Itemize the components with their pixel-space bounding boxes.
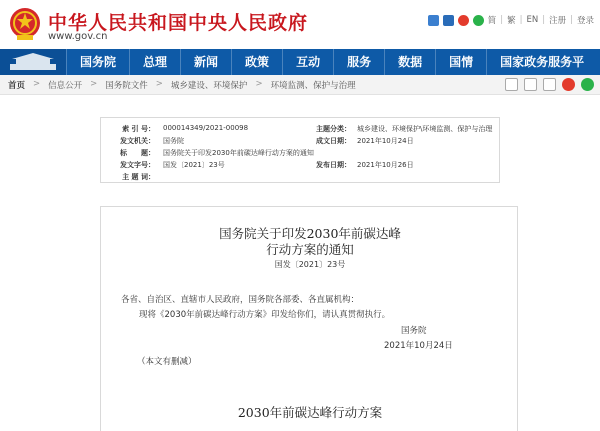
register-link[interactable]: 注册 [549,16,567,26]
written-date-value: 2021年10月24日 [357,137,414,145]
breadcrumb [8,79,356,91]
issuer-label: 发文机关： [120,137,155,145]
doc-number-label: 发文字号： [120,161,155,169]
breadcrumb-state-council-docs[interactable]: 国务院文件 [105,81,148,91]
document-paragraph: 现将《2030年前碳达峰行动方案》印发给你们，请认真贯彻执行。 [139,310,391,320]
index-value: 000014349/2021-00098 [163,124,249,132]
share-icon[interactable] [543,78,556,91]
print-icon[interactable] [505,78,518,91]
divider: | [500,15,504,25]
document-sign-date: 2021年10月24日 [384,341,453,351]
breadcrumb-bar [0,75,600,95]
metadata-row [101,172,501,183]
breadcrumb-separator-icon: > [155,79,163,89]
topic-value: 城乡建设、环境保护\环境监测、保护与治理 [357,125,493,133]
wechat-icon[interactable] [473,15,484,26]
divider: | [570,15,573,25]
nav-item-policy[interactable]: 政策 [231,49,282,75]
breadcrumb-separator-icon: > [33,79,41,89]
breadcrumb-separator-icon: > [90,79,98,89]
site-url[interactable]: www.gov.cn [48,31,108,42]
nav-item-gov-service-platform[interactable]: 国家政务服务平 [486,49,597,75]
document-title-line-2: 行动方案的通知 [266,242,354,257]
title-value: 国务院关于印发2030年前碳达峰行动方案的通知 [163,149,314,157]
document-number: 国发〔2021〕23号 [274,260,346,269]
weibo-icon[interactable] [458,15,469,26]
document-metadata-table [100,117,500,183]
login-link[interactable]: 登录 [576,16,594,26]
favorite-icon[interactable] [524,78,537,91]
simplified-link[interactable]: 简 [487,16,497,26]
document-signature: 国务院 [401,326,427,336]
metadata-row [101,124,501,135]
english-link[interactable]: EN [526,15,539,25]
utility-links [428,14,594,26]
breadcrumb-environment-monitoring[interactable]: 环境监测、保护与治理 [270,81,356,91]
breadcrumb-urban-environment[interactable]: 城乡建设、环境保护 [170,81,248,91]
keyword-label: 主 题 词： [122,173,155,181]
tiananmen-logo-icon[interactable] [0,49,66,75]
document-note: （本文有删减） [137,357,197,367]
issuer-value: 国务院 [163,137,184,145]
nav-item-news[interactable]: 新闻 [180,49,231,75]
index-label: 索 引 号： [122,125,155,133]
nav-item-services[interactable]: 服务 [333,49,384,75]
metadata-row [101,136,501,147]
traditional-link[interactable]: 繁 [507,16,516,26]
share-toolbar [505,78,594,91]
nav-item-premier[interactable]: 总理 [129,49,180,75]
doc-number-value: 国发〔2021〕23号 [163,161,225,169]
document-recipients: 各省、自治区、直辖市人民政府，国务院各部委、各直属机构： [121,295,360,305]
metadata-row [101,148,501,159]
publish-date-label: 发布日期： [316,161,351,169]
topic-label: 主题分类： [316,125,351,133]
wechat-share-icon[interactable] [581,78,594,91]
written-date-label: 成文日期： [316,137,351,145]
national-emblem-icon[interactable] [8,6,42,42]
mobile-icon[interactable] [443,15,454,26]
breadcrumb-home[interactable]: 首页 [8,81,26,91]
nav-item-interaction[interactable]: 互动 [282,49,333,75]
nav-item-national-info[interactable]: 国情 [435,49,486,75]
main-nav [0,49,600,75]
divider: | [542,15,546,25]
breadcrumb-info-disclosure[interactable]: 信息公开 [48,81,83,91]
mail-icon[interactable] [428,15,439,26]
publish-date-value: 2021年10月26日 [357,161,414,169]
metadata-row [101,160,501,171]
site-header [0,0,600,48]
breadcrumb-separator-icon: > [255,79,263,89]
site-title[interactable]: 中华人民共和国中央人民政府 [48,12,309,34]
title-label: 标 题： [120,149,155,157]
plan-title: 2030年前碳达峰行动方案 [237,405,383,420]
nav-item-data[interactable]: 数据 [384,49,435,75]
document-body [100,206,518,431]
document-title-line-1: 国务院关于印发2030年前碳达峰 [219,226,401,241]
nav-item-state-council[interactable]: 国务院 [66,49,129,75]
divider: | [519,15,523,25]
weibo-share-icon[interactable] [562,78,575,91]
